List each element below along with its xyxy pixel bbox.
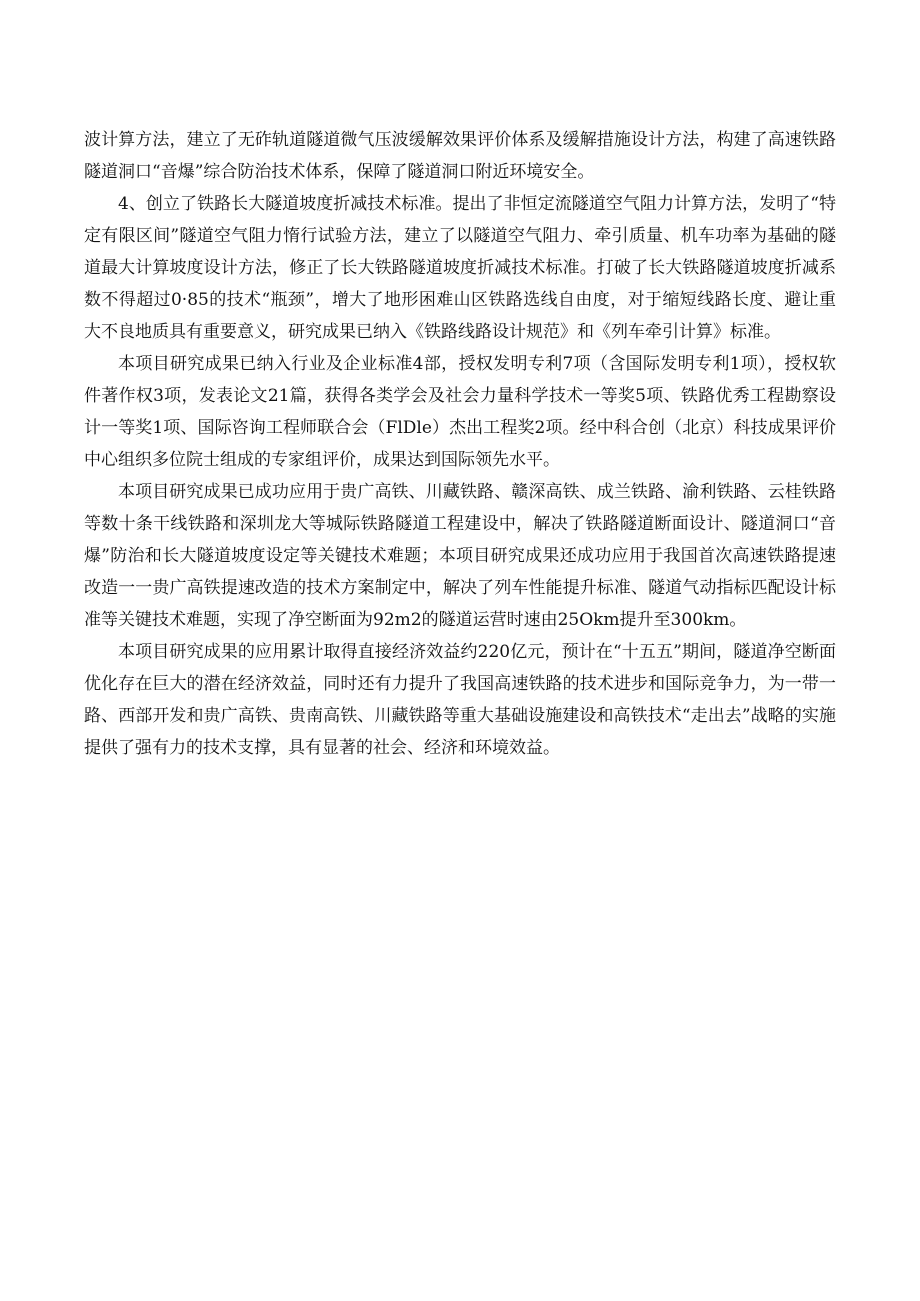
paragraph-benefits: 本项目研究成果的应用累计取得直接经济效益约220亿元，预计在“十五五”期间，隧道净空断面优化存在巨大的潜在经济效益，同时还有力提升了我国高速铁路的技术进步和国际竞争力，为一带一路、西部开发和贵广高铁、贵南高铁、川藏铁路等重大基础设施建设和高铁技术“走出去”战略的实施提供了强有力的技术支撑，具有显著的社会、经济和环境效益。 [84, 642, 836, 758]
paragraph-standards-patents: 本项目研究成果已纳入行业及企业标准4部，授权发明专利7项（含国际发明专利1项），授权软件著作权3项，发表论文21篇，获得各类学会及社会力量科学技术一等奖5项、铁路优秀工程勘察设计一等奖1项、国际咨询工程师联合会（FlDle）杰出工程奖2项。经中科合创（北京）科技成果评价中心组织多位院士组成的专家组评价，成果达到国际领先水平。 [84, 354, 836, 470]
paragraph-applications: 本项目研究成果已成功应用于贵广高铁、川藏铁路、赣深高铁、成兰铁路、渝利铁路、云桂铁路等数十条干线铁路和深圳龙大等城际铁路隧道工程建设中，解决了铁路隧道断面设计、隧道洞口“音爆”防治和长大隧道坡度设定等关键技术难题；本项目研究成果还成功应用于我国首次高速铁路提速改造一一贵广高铁提速改造的技术方案制定中，解决了列车性能提升标准、隧道气动指标匹配设计标准等关键技术难题，实现了净空断面为92m2的隧道运营时速由25Okm提升至300km。 [84, 482, 836, 630]
document-page [84, 124, 836, 764]
paragraph-continuation: 波计算方法，建立了无砟轨道隧道微气压波缓解效果评价体系及缓解措施设计方法，构建了高速铁路隧道洞口“音爆”综合防治技术体系，保障了隧道洞口附近环境安全。 [84, 130, 836, 182]
paragraph-item-4: 4、创立了铁路长大隧道坡度折减技术标准。提出了非恒定流隧道空气阻力计算方法，发明了“特定有限区间”隧道空气阻力惰行试验方法，建立了以隧道空气阻力、牵引质量、机车功率为基础的隧道最大计算坡度设计方法，修正了长大铁路隧道坡度折减技术标准。打破了长大铁路隧道坡度折减系数不得超过0·85的技术“瓶颈”，增大了地形困难山区铁路选线自由度，对于缩短线路长度、避让重大不良地质具有重要意义，研究成果已纳入《铁路线路设计规范》和《列车牵引计算》标准。 [84, 194, 836, 342]
